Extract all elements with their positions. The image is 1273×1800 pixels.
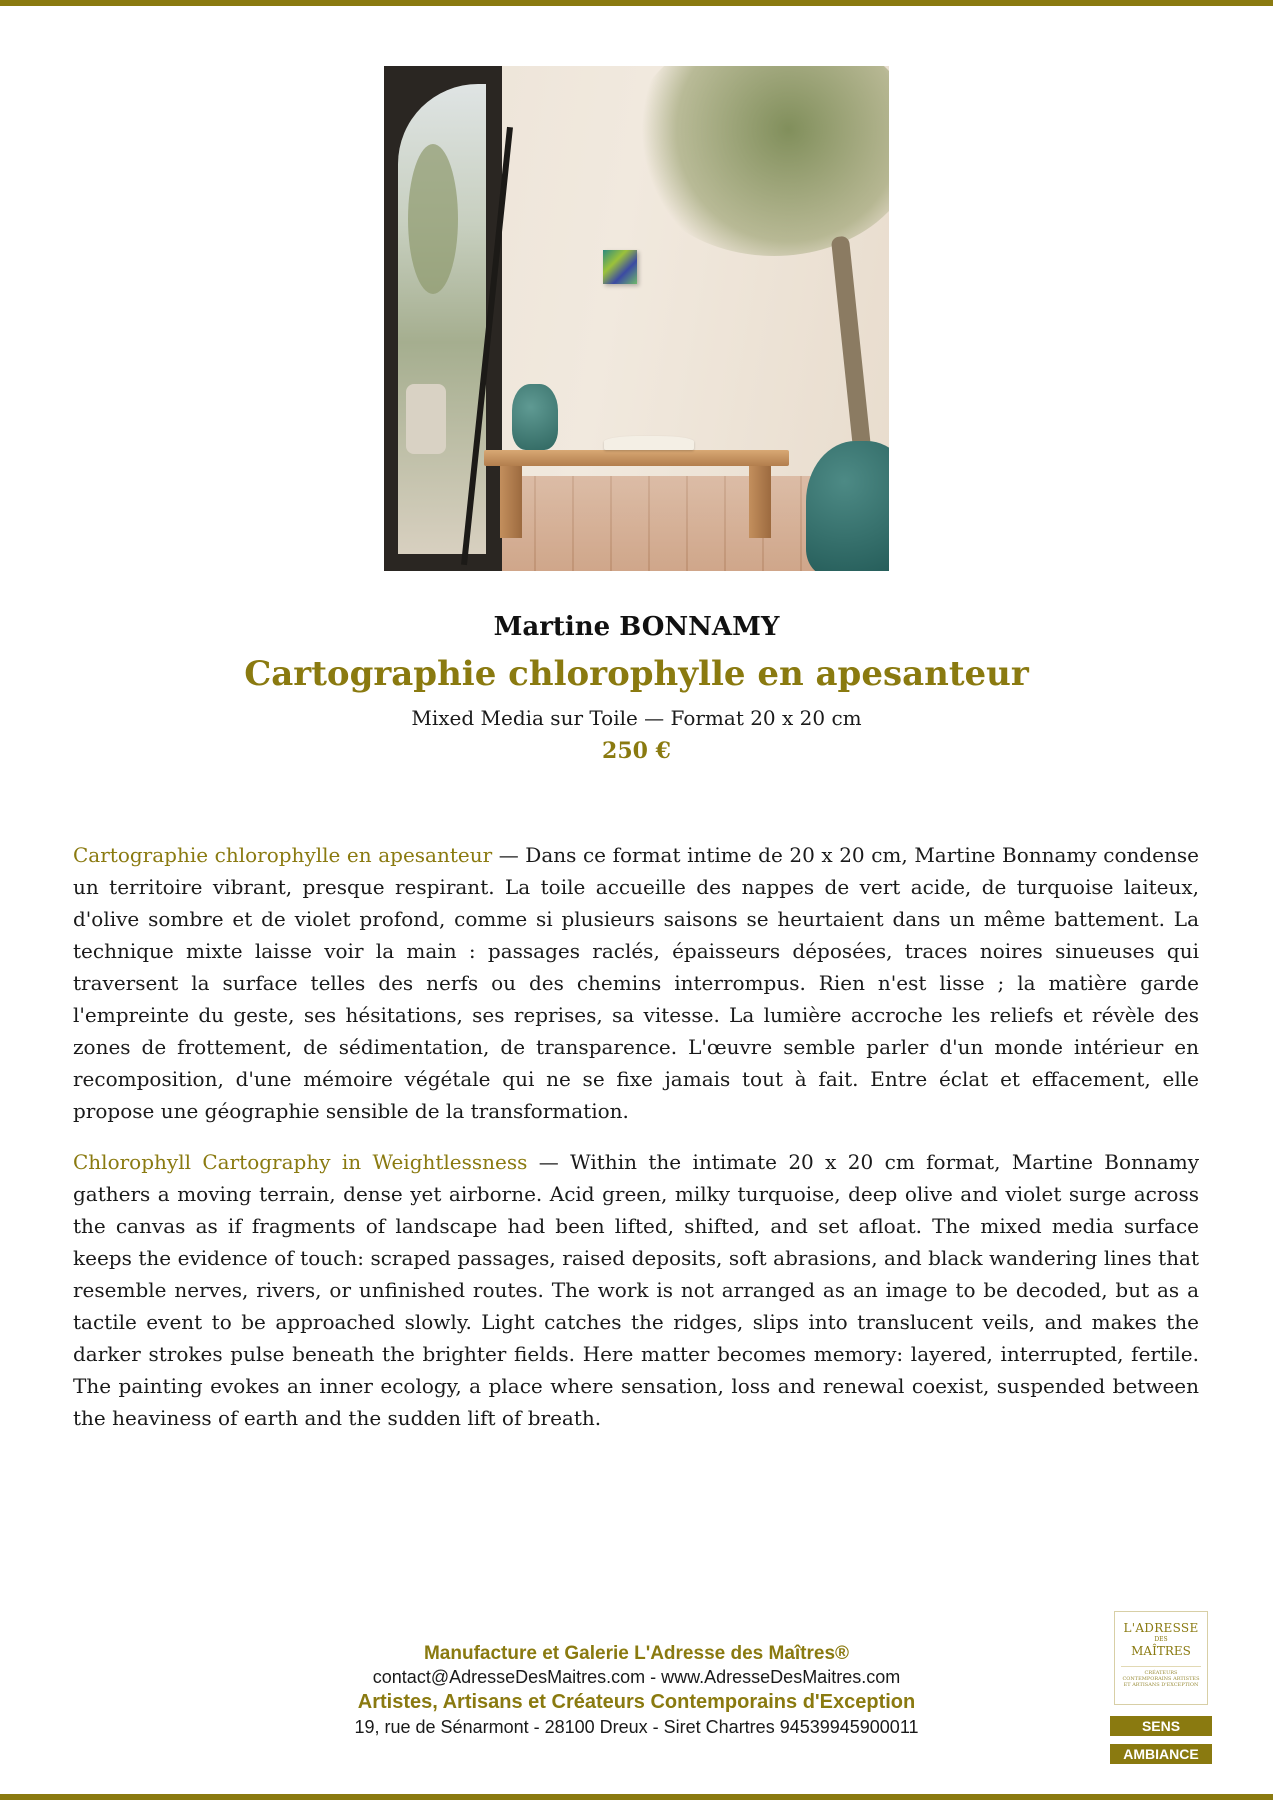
logo-line: MAÎTRES (1131, 1644, 1191, 1658)
bench-leg (500, 466, 522, 538)
address-line: 19, rue de Sénarmont - 28100 Dreux - Siret Chartres 94539945900011 (354, 1717, 919, 1737)
plant-pot (806, 441, 889, 571)
description-en (73, 1146, 1199, 1434)
description-en-text: — Within the intimate 20 x 20 cm format, Martine Bonnamy gathers a moving terrain, dense yet airborne. Acid green, milky turquoise, deep olive and violet surge across the canvas as if fragments of landscape had been lifted, shifted, and set afloat. The mixed media surface keeps the evidence of touch: scraped passages, raised deposits, soft abrasions, and black wandering lines that resemble nerves, rivers, or unfinished routes. The work is not arranged as an image to be decoded, but as a tactile event to be approached slowly. Light catches the ridges, slips into translucent veils, and makes the darker strokes pulse beneath the brighter fields. Here matter becomes memory: layered, interrupted, fertile. The painting evokes an inner ecology, a place where sensation, loss and renewal coexist, suspended between the heaviness of earth and the sudden lift of breath. (73, 1150, 1199, 1430)
gallery-tagline: Artistes, Artisans et Créateurs Contemporains d'Exception (357, 1691, 916, 1713)
arched-door (384, 66, 502, 571)
logo-subline: CRÉATEURS CONTEMPORAINS ARTISTES ET ARTISANS D'EXCEPTION (1121, 1666, 1201, 1688)
artwork-photo (384, 66, 889, 571)
gallery-name: Manufacture et Galerie L'Adresse des Maîtres® (423, 1643, 850, 1664)
logo-line: L'ADRESSE (1123, 1621, 1199, 1635)
olive-tree-trunk (831, 236, 871, 452)
description-fr-lead: Cartographie chlorophylle en apesanteur (73, 843, 493, 867)
artist-name: Martine BONNAMY (493, 612, 780, 642)
contact-line: contact@AdresseDesMaitres.com - www.AdresseDesMaitres.com (372, 1667, 901, 1687)
top-border (0, 0, 1273, 6)
bench-leg (749, 466, 771, 538)
vase (512, 384, 558, 450)
logo-line: DES (1154, 1636, 1168, 1643)
tag-sens: SENS (1110, 1716, 1212, 1736)
footer (0, 1641, 1273, 1739)
description-en-lead: Chlorophyll Cartography in Weightlessness (73, 1150, 528, 1174)
artwork-medium: Mixed Media sur Toile — Format 20 x 20 cm (411, 706, 862, 730)
description-fr-text: — Dans ce format intime de 20 x 20 cm, Martine Bonnamy condense un territoire vibrant, presque respirant. La toile accueille des nappes de vert acide, de turquoise laiteux, d'olive sombre et de violet profond, comme si plusieurs saisons se heurtaient dans un même battement. La technique mixte laisse voir la main : passages raclés, épaisseurs déposées, traces noires sinueuses qui traversent la surface telles des nerfs ou des chemins interrompus. Rien n'est lisse ; la matière garde l'empreinte du geste, ses hésitations, ses reprises, sa vitesse. La lumière accroche les reliefs et révèle des zones de frottement, de sédimentation, de transparence. L'œuvre semble parler d'un monde intérieur en recomposition, d'une mémoire végétale qui ne se fixe jamais tout à fait. Entre éclat et effacement, elle propose une géographie sensible de la transformation. (73, 843, 1199, 1123)
description-fr (73, 839, 1199, 1127)
wooden-bench (484, 450, 789, 466)
open-book (604, 436, 694, 450)
gallery-logo (1114, 1611, 1208, 1705)
tag-ambiance: AMBIANCE (1110, 1744, 1212, 1764)
artwork-title: Cartographie chlorophylle en apesanteur (244, 654, 1029, 694)
olive-tree-foliage (629, 66, 889, 256)
bottom-border (0, 1794, 1273, 1800)
artwork-price: 250 € (602, 738, 671, 764)
painting-on-wall (603, 250, 637, 284)
